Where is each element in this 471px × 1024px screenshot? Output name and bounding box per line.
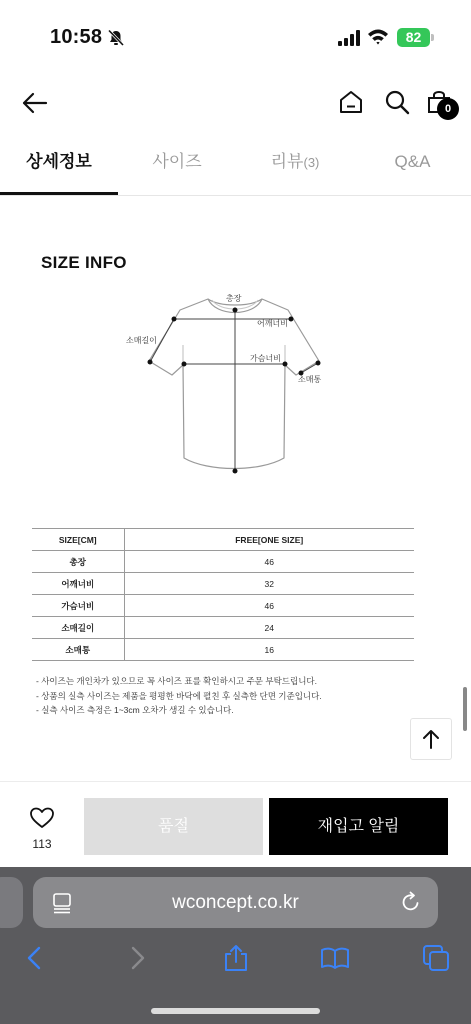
table-cell: 16 [124,639,414,661]
table-cell: 46 [124,595,414,617]
label-chest: 가슴너비 [250,354,281,363]
cart-count-badge: 0 [437,98,459,120]
active-tab-indicator [0,192,118,195]
chevron-left-icon[interactable] [20,943,50,973]
tab-qna[interactable]: Q&A [394,152,431,171]
like-count: 113 [32,837,52,851]
table-cell: 소매길이 [32,617,124,639]
wifi-icon [367,28,389,46]
size-table [32,528,414,661]
table-header: FREE[ONE SIZE] [124,529,414,551]
status-bar [0,0,471,76]
table-row [32,617,414,639]
tab-reviews[interactable]: 리뷰(3) [270,152,320,171]
table-cell: 46 [124,551,414,573]
scrollbar[interactable] [463,687,467,731]
tab-size[interactable]: 사이즈 [152,152,202,171]
tshirt-diagram [110,285,350,485]
tab-details[interactable]: 상세정보 [26,152,92,171]
soldout-button: 품절 [84,798,263,855]
chevron-right-icon [122,943,152,973]
table-row [32,551,414,573]
size-diagram [110,285,350,485]
table-row [32,595,414,617]
scroll-top-button[interactable] [410,718,452,760]
note-line: - 실측 사이즈 측정은 1~3cm 오차가 생길 수 있습니다. [36,705,234,715]
app-header [0,76,471,132]
label-length: 총장 [226,294,242,303]
restock-alert-button[interactable]: 재입고 알림 [269,798,448,855]
reload-icon[interactable] [400,891,422,913]
url-text: wconcept.co.kr [172,892,299,913]
bell-slash-icon [107,29,125,47]
table-cell: 32 [124,573,414,595]
battery-indicator: 82 [397,28,430,47]
home-indicator [151,1008,320,1014]
label-shoulder: 어깨너비 [257,319,288,328]
table-header: SIZE[CM] [32,529,124,551]
previous-tab-preview[interactable] [0,877,23,928]
status-time: 10:58 [50,26,103,48]
note-line: - 사이즈는 개인차가 있으므로 꼭 사이즈 표를 확인하시고 주문 부탁드립니다. [36,676,317,686]
note-line: - 상품의 실측 사이즈는 제품을 평평한 바닥에 펼친 후 실측한 단면 기준입니다. [36,690,322,701]
address-bar[interactable] [33,877,438,928]
arrow-up-icon [411,719,451,759]
battery-tip [431,34,434,41]
table-cell: 가슴너비 [32,595,124,617]
home-icon[interactable] [338,89,364,115]
table-header-row [32,529,414,551]
bookmarks-icon[interactable] [320,943,350,973]
like-button[interactable] [22,800,62,851]
table-row [32,639,414,661]
review-count: (3) [303,155,320,170]
label-sleeve-opening: 소매통 [298,375,322,384]
table-cell: 24 [124,617,414,639]
share-icon[interactable] [221,943,251,973]
table-row [32,573,414,595]
label-sleeve-length: 소매길이 [126,336,157,345]
signal-icon [338,30,360,46]
table-cell: 총장 [32,551,124,573]
back-arrow-icon[interactable] [20,88,50,118]
table-cell: 소매통 [32,639,124,661]
size-notes [36,674,322,718]
search-icon[interactable] [384,89,410,115]
tabs-icon[interactable] [421,943,451,973]
size-info-title: SIZE INFO [41,253,127,272]
heart-icon [29,806,55,830]
table-cell: 어깨너비 [32,573,124,595]
product-tabs [0,132,471,196]
purchase-bar [0,781,471,867]
browser-toolbar [0,867,471,1024]
